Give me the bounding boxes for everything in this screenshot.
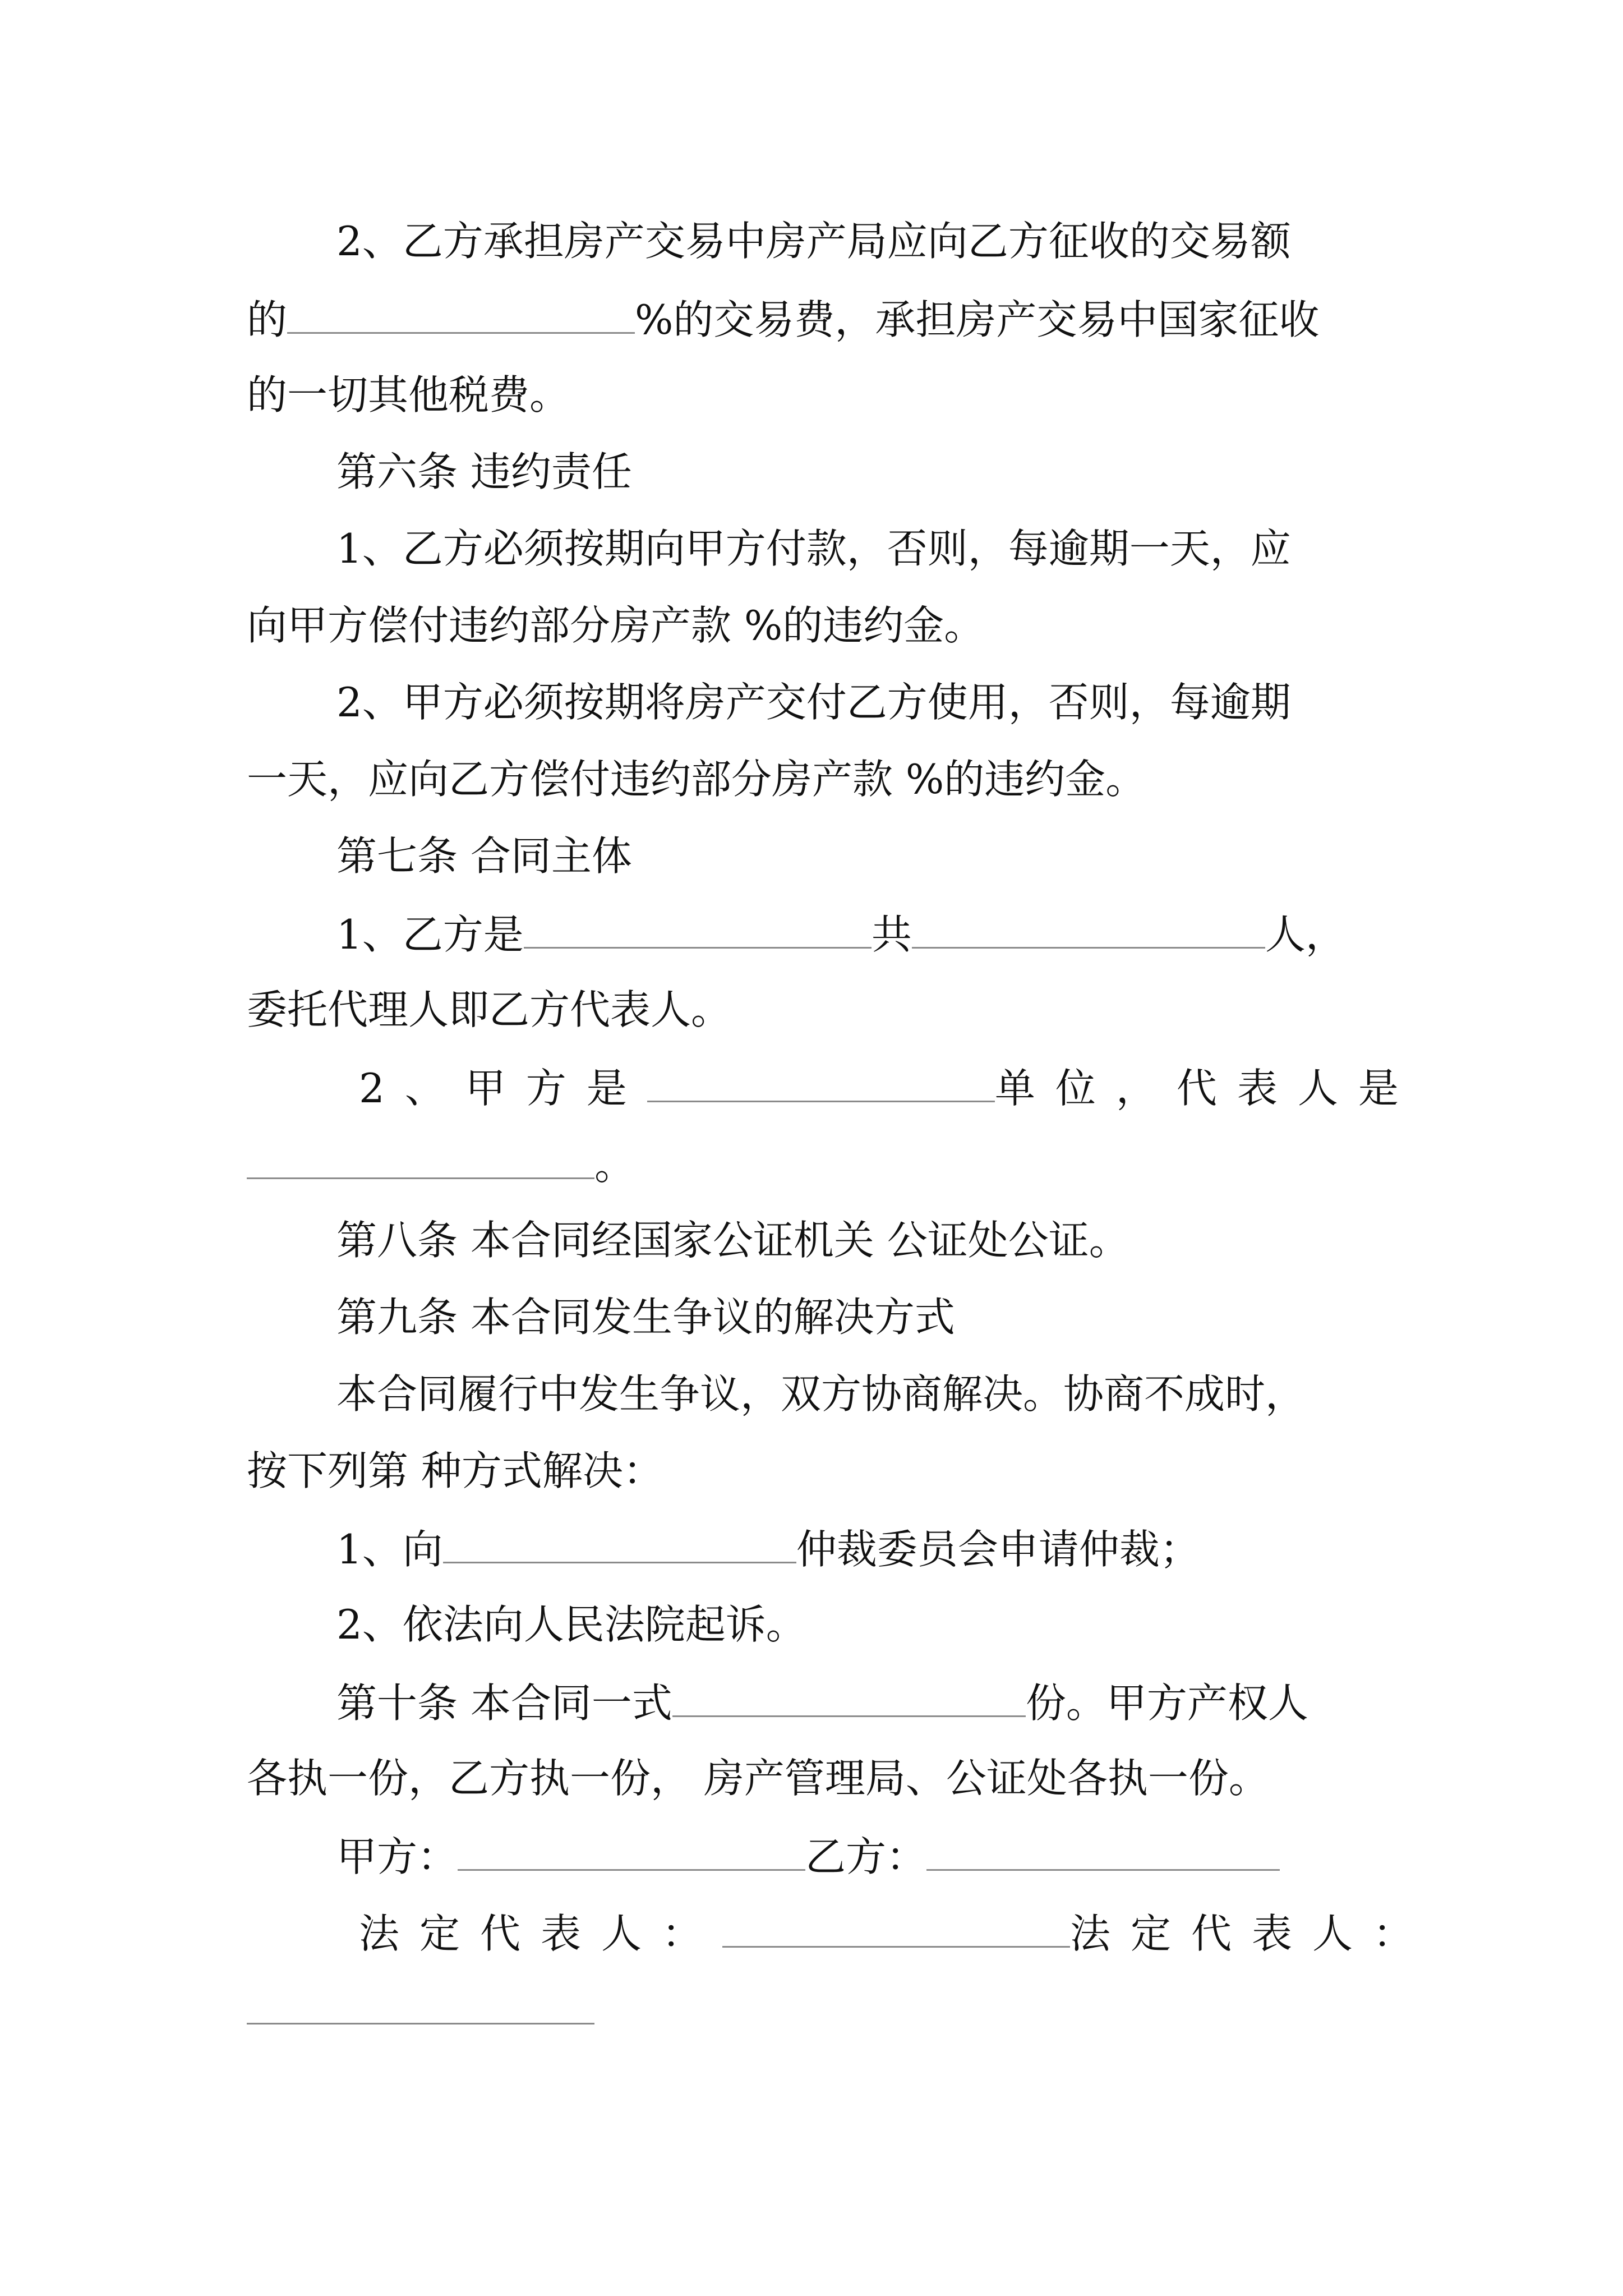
party-b-signature-blank[interactable] <box>926 1830 1280 1871</box>
article-6-title: 第六条 违约责任 <box>336 448 632 495</box>
article-8: 第八条 本合同经国家公证机关 公证处公证。 <box>336 1217 1129 1264</box>
copies-count-blank[interactable] <box>672 1676 1026 1717</box>
article-9-option-1: 1、向 仲裁委员会申请仲裁； <box>336 1522 1200 1575</box>
party-a-representative-blank[interactable] <box>247 1138 594 1179</box>
article-10-line-2: 各执一份，乙方执一份， 房产管理局、公证处各执一份。 <box>247 1755 1269 1802</box>
article-7-item-2-line-2: 。 <box>247 1138 635 1190</box>
party-b-legal-rep-blank[interactable] <box>247 1984 594 2024</box>
article-7-item-2-line-1: 2、甲方是 单位，代表人是 <box>359 1061 1419 1114</box>
legal-representative-line: 法定代表人： 法定代表人： <box>359 1907 1433 1959</box>
article-9-body-line-1: 本合同履行中发生争议，双方协商解决。协商不成时， <box>336 1370 1306 1418</box>
article-10-line-1: 第十条 本合同一式 份。甲方产权人 <box>336 1676 1308 1728</box>
party-a-unit-blank[interactable] <box>647 1061 995 1102</box>
article-6-item-1-line-1: 1、乙方必须按期向甲方付款，否则，每逾期一天，应 <box>336 525 1291 572</box>
party-a-signature-blank[interactable] <box>458 1830 805 1871</box>
article-9-option-2: 2、依法向人民法院起诉。 <box>336 1601 806 1648</box>
clause-5-item-2-line-2: 的 %的交易费，承担房产交易中国家征收 <box>247 293 1319 345</box>
legal-representative-blank-line <box>247 1984 594 2036</box>
article-7-item-1-line-1: 1、乙方是 共 人， <box>336 908 1346 960</box>
party-b-name-blank[interactable] <box>524 908 872 949</box>
arbitration-committee-blank[interactable] <box>443 1522 796 1563</box>
fee-percent-blank[interactable] <box>287 293 635 334</box>
article-7-item-1-line-2: 委托代理人即乙方代表人。 <box>247 986 732 1033</box>
party-b-count-blank[interactable] <box>912 908 1265 949</box>
article-6-item-2-line-1: 2、甲方必须按期将房产交付乙方使用，否则，每逾期 <box>336 679 1291 726</box>
article-9-title: 第九条 本合同发生争议的解决方式 <box>336 1294 955 1341</box>
article-6-item-1-line-2: 向甲方偿付违约部分房产款 %的违约金。 <box>247 602 985 649</box>
party-a-legal-rep-blank[interactable] <box>722 1907 1070 1948</box>
signature-parties-line: 甲方： 乙方： <box>336 1830 1280 1882</box>
article-9-body-line-2: 按下列第 种方式解决： <box>247 1447 663 1494</box>
clause-5-item-2-line-3: 的一切其他税费。 <box>247 371 570 418</box>
clause-5-item-2-line-1: 2、乙方承担房产交易中房产局应向乙方征收的交易额 <box>336 218 1291 265</box>
article-6-item-2-line-2: 一天，应向乙方偿付违约部分房产款 %的违约金。 <box>247 756 1146 803</box>
article-7-title: 第七条 合同主体 <box>336 832 632 880</box>
